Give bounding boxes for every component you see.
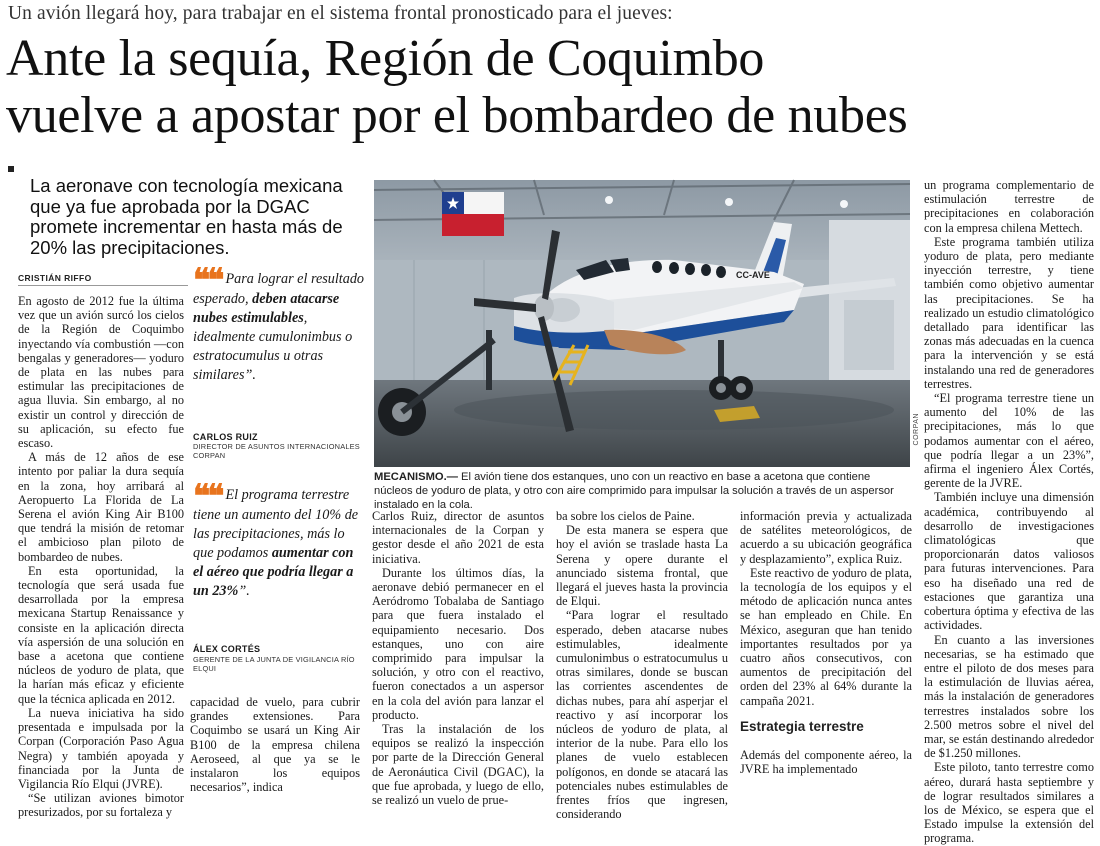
lead-bullet-mark [8, 166, 14, 172]
aircraft-photo [374, 180, 910, 467]
byline: CRISTIÁN RIFFO [18, 273, 188, 286]
paragraph: En agosto de 2012 fue la última vez que un avión surcó los cielos de la Región de Coquimbo inyectando vía combustión —con bengalas y generadores— yoduro de plata en las nubes para estimular las precipitaciones de agua lluvia. Sin embargo, al no existir un control y dirección de su aplicación, su efecto fue escaso. [18, 294, 184, 451]
paragraph: Carlos Ruiz, director de asuntos internacionales de la Corpan y gestor desde el año 2021 de esta iniciativa. [372, 509, 544, 566]
quote-attribution-name: ÁLEX CORTÉS [193, 644, 261, 654]
paragraph: En esta oportunidad, la tecnología que será usada fue desarrollada por la empresa mexicana Startup Renaissance y consiste en la aplicación directa vía aspersión de una solución en base a acetona que contiene núcleos de yoduro de plata, que la harían más eficaz y eficiente que la técnica aplicada en 2012. [18, 563, 184, 706]
quote-attribution-name: CARLOS RUIZ [193, 432, 258, 442]
paragraph: En cuanto a las inversiones necesarias, se ha estimado que entre el piloto de dos meses para la estimulación de lluvias aérea, más la instalación de generadores terrestres instalados sobre los 2.500 metros sobre el nivel del mar, se están destinando alrededor de $1.250 millones. [924, 632, 1094, 761]
photo-credit: CORPAN [913, 413, 920, 446]
body-column-6 [924, 178, 1094, 846]
paragraph: “Para lograr el resultado esperado, deben atacarse nubes estimulables, idealmente cumulonimbus o estratocumulus u otras similares, donde se buscan las corrientes ascendentes de dichas nubes, para ahí asperjar el reactivo y así incorporar los núcleos de yoduro de plata, al interior de la nube. Para ello los planes de vuelo establecen polígonos, en donde se atacará las potenciales nubes estimulables de frentes fríos que ingresen, considerando [556, 608, 728, 822]
body-column-2 [190, 695, 360, 795]
quote-mark-icon: ❝❝ [193, 478, 222, 514]
body-column-3 [372, 509, 544, 808]
lead-line-4: 20% las precipitaciones. [30, 236, 230, 258]
paragraph: De esta manera se espera que hoy el avión se traslade hasta La Serena y opere durante el anunciado sistema frontal, que llegará el jueves hasta la provincia de Elqui. [556, 523, 728, 609]
paragraph: Este programa también utiliza yoduro de plata, pero mediante inyección terrestre, y tiene también como objetivo aumentar las precipitaciones. Se ha realizado un estudio climatológico detallado para identificar las zonas más adecuadas en la cuenca para la intervención y se está instalando una red de generadores terrestres. [924, 234, 1094, 391]
paragraph: La nueva iniciativa ha sido presentada e impulsada por la Corpan (Corporación Paso Agua Negra) y también apoyada y financiada por la Junta de Vigilancia Río Elqui (JVRE). [18, 705, 184, 791]
paragraph: Durante los últimos días, la aeronave debió permanecer en el Aeródromo Tobalaba de Santiago para que fuera instalado el equipamiento necesario. Dos estanques, uno con aire comprimido para impulsar la solución, y otro con el reactivo, fueron conectados a un aspersor en la cola del avión para lanzar el producto. [372, 565, 544, 722]
caption-text: El avión tiene dos estanques, uno con un reactivo en base a acetona que contiene núcleos de yoduro de plata, y otro con aire comprimido para impulsar la solución a través de un aspersor instalado en la cola. [374, 471, 894, 511]
paragraph: información previa y actualizada de satélites meteorológicos, de acuerdo a su ubicación geográfica y desplazamiento”, explica Ruiz. [740, 509, 912, 566]
paragraph: capacidad de vuelo, para cubrir grandes extensiones. Para Coquimbo se usará un King Air B100 de la empresa chilena Aeroseed, al que ya se le instalaron los equipos necesarios”, indica [190, 695, 360, 795]
quote-mark-icon: ❝❝ [193, 262, 222, 298]
paragraph: Este reactivo de yoduro de plata, la tecnología de los equipos y el método de aplicación nunca antes se han empleado en Chile. En México, aseguran que han tenido importantes resultados por ya cuatro años consecutivos, con aumentos de precipitación del orden del 23% al 64% durante la campaña 2021. [740, 565, 912, 708]
caption-label: MECANISMO.— [374, 471, 458, 483]
paragraph: Además del componente aéreo, la JVRE ha implementado [740, 748, 912, 777]
body-column-5 [740, 509, 912, 781]
quote-attribution-role: GERENTE DE LA JUNTA DE VIGILANCIA RÍO ELQUI [193, 655, 355, 673]
pull-quote-cortes: ❝❝ El programa terrestre tiene un aumento del 10% de las precipitaciones, más lo que podamos aumentar con el aéreo que podría llegar a un 23%”. [193, 478, 359, 599]
paragraph: “Se utilizan aviones bimotor presurizados, por su fortaleza y [18, 791, 184, 820]
paragraph: Tras la instalación de los equipos se realizó la inspección por parte de la Dirección General de Aeronáutica Civil (DGAC), la que fue aprobada, y luego de ello, se realizó un vuelo de prue- [372, 722, 544, 808]
headline-line-1: Ante la sequía, Región de Coquimbo [6, 30, 765, 87]
section-subhead: Estrategia terrestre [740, 718, 864, 734]
aircraft-registration: CC-AVE [736, 270, 770, 280]
paragraph: un programa complementario de estimulación terrestre de precipitaciones en colaboración con la empresa chilena Mettech. [924, 178, 1094, 235]
lead-line-1: La aeronave con tecnología mexicana [30, 175, 343, 196]
lead-line-3: promete incrementar en hasta más de [30, 216, 343, 237]
photo-caption [374, 470, 910, 512]
paragraph: ba sobre los cielos de Paine. [556, 509, 695, 523]
aircraft-illustration [374, 180, 910, 467]
paragraph: Este piloto, tanto terrestre como aéreo, durará hasta septiembre y de lograr resultados similares a los de México, se espera que el Estado impulse la extensión del programa. [924, 760, 1094, 846]
article-lead [30, 176, 366, 258]
article-headline [6, 30, 1096, 144]
body-column-1 [18, 294, 184, 820]
paragraph: “El programa terrestre tiene un aumento del 10% de las precipitaciones, más lo que podamos aumentar con el aéreo, que podría llegar a un 23%”, afirma el ingeniero Álex Cortés, gerente de la JVRE. [924, 391, 1094, 491]
chile-flag [442, 192, 504, 236]
quote-attribution-role: DIRECTOR DE ASUNTOS INTERNACIONALES CORPAN [193, 442, 360, 460]
headline-line-2: vuelve a apostar por el bombardeo de nubes [6, 87, 908, 144]
paragraph: A más de 12 años de ese intento por paliar la dura sequía en la zona, hoy arribará al Aeropuerto La Florida de La Serena el avión King Air B100 que tendrá la misión de retomar el ambicioso plan piloto de bombardeo de nubes. [18, 450, 184, 564]
lead-line-2: que ya fue aprobada por la DGAC [30, 195, 310, 217]
body-column-4 [556, 509, 728, 822]
pull-quote-ruiz: ❝❝ Para lograr el resultado esperado, deben atacarse nubes estimulables, idealmente cumulonimbus o estratocumulus u otras similares”. [193, 262, 365, 383]
paragraph: También incluye una dimensión académica, contribuyendo al desarrollo de investigaciones climatológicas que proporcionarán datos valiosos para futuras intervenciones. Para eso ha diseñado una red de estaciones que garantiza una cobertura óptima y efectiva de las actividades. [924, 490, 1094, 633]
article-kicker: Un avión llegará hoy, para trabajar en el sistema frontal pronosticado para el jueves: [8, 3, 673, 24]
